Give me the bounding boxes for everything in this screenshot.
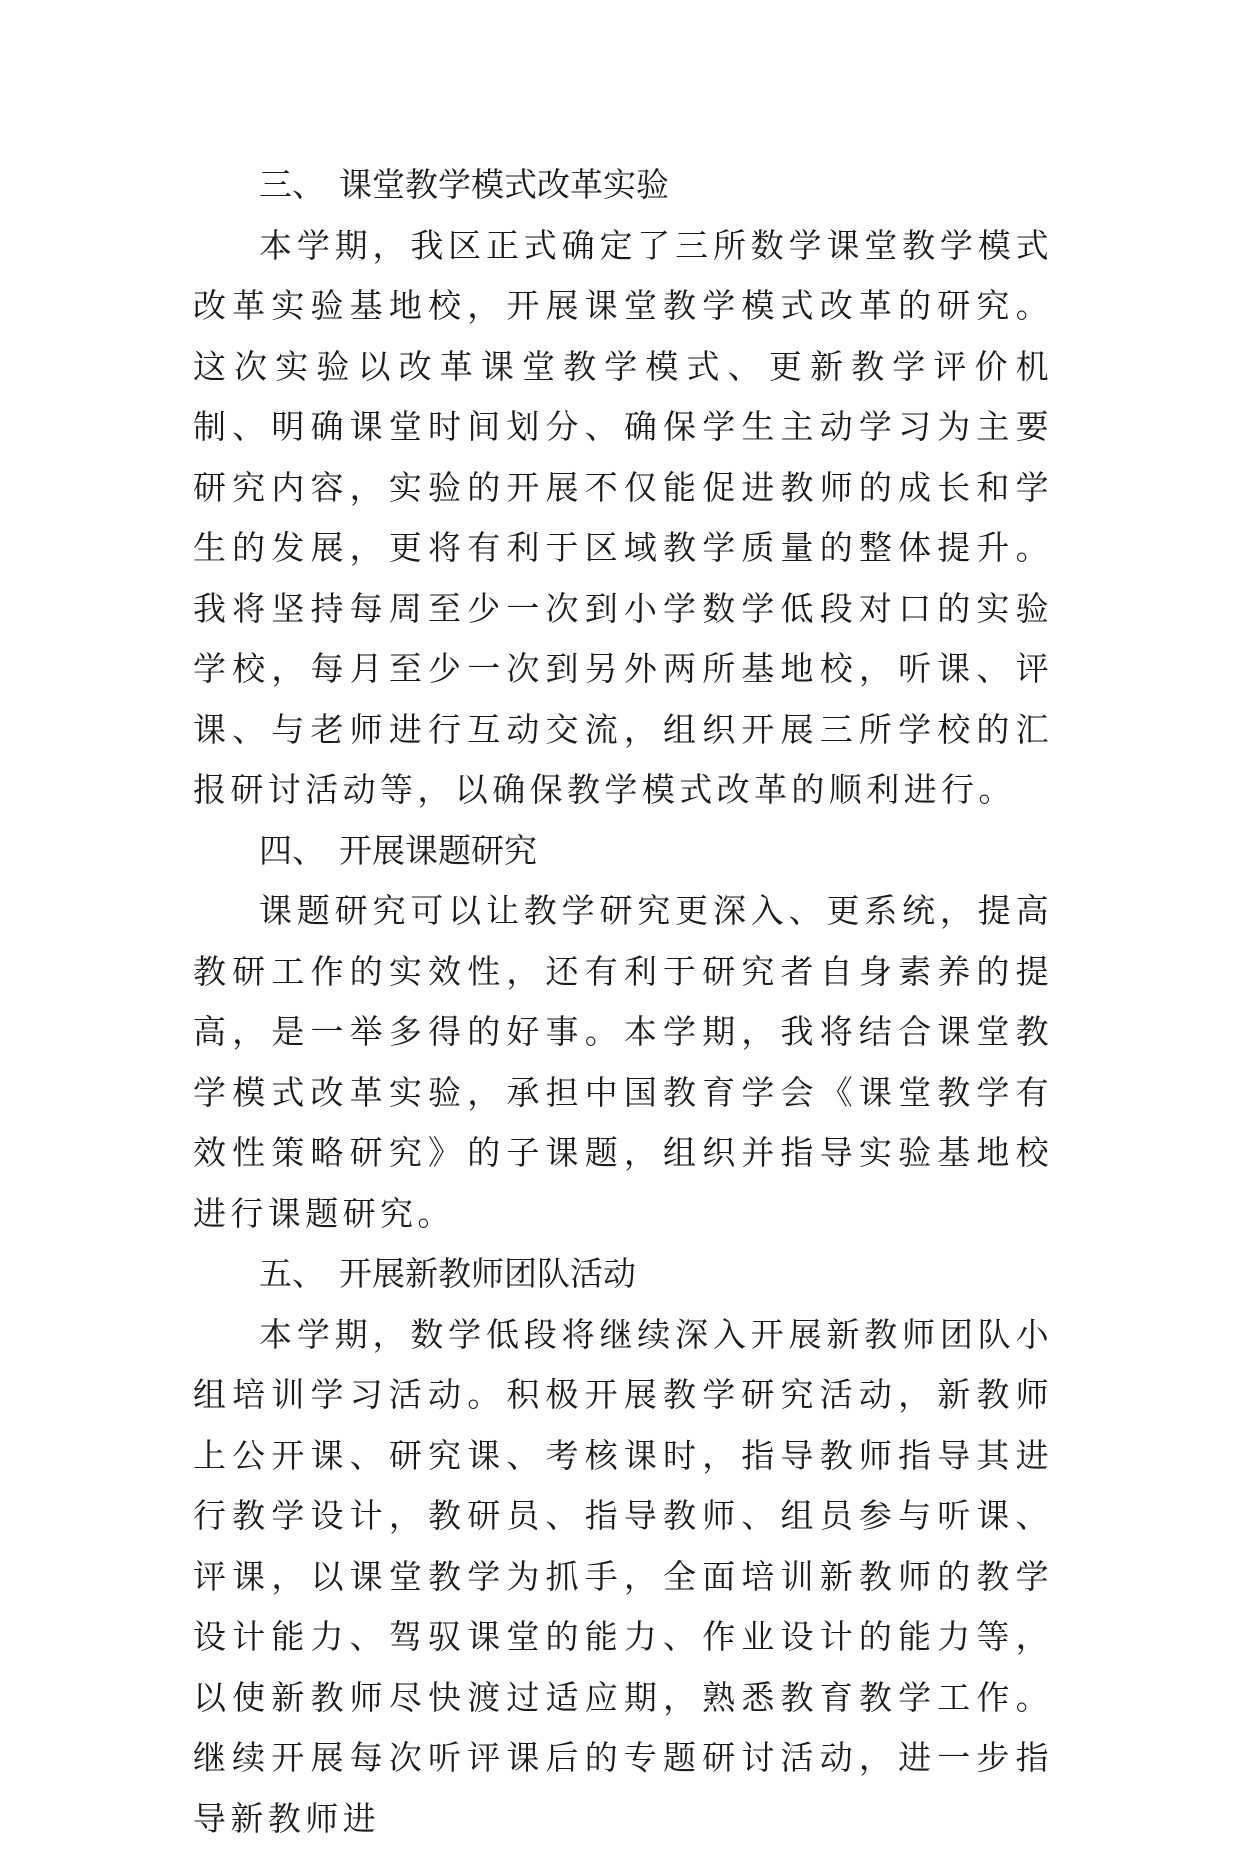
section-heading-4 xyxy=(193,821,1053,882)
section-paragraph: 本学期，我区正式确定了三所数学课堂教学模式改革实验基地校，开展课堂教学模式改革的研究。这次实验以改革课堂教学模式、更新教学评价机制、明确课堂时间划分、确保学生主动学习为主要研究内容，实验的开展不仅能促进教师的成长和学生的发展，更将有利于区域教学质量的整体提升。我将坚持每周至少一次到小学数学低段对口的实验学校，每月至少一次到另外两所基地校，听课、评课、与老师进行互动交流，组织开展三所学校的汇报研讨活动等，以确保教学模式改革的顺利进行。 xyxy=(193,216,1053,821)
section-paragraph: 本学期，数学低段将继续深入开展新教师团队小组培训学习活动。积极开展教学研究活动，新教师上公开课、研究课、考核课时，指导教师指导其进行教学设计，教研员、指导教师、组员参与听课、评课，以课堂教学为抓手，全面培训新教师的教学设计能力、驾驭课堂的能力、作业设计的能力等，以使新教师尽快渡过适应期，熟悉教育教学工作。继续开展每次听评课后的专题研讨活动，进一步指导新教师进 xyxy=(193,1305,1053,1849)
section-number: 四、 xyxy=(259,821,339,882)
section-number: 三、 xyxy=(259,155,339,216)
section-heading-3 xyxy=(193,155,1053,216)
document-body xyxy=(193,155,1053,1849)
section-paragraph: 课题研究可以让教学研究更深入、更系统，提高教研工作的实效性，还有利于研究者自身素养的提高，是一举多得的好事。本学期，我将结合课堂教学模式改革实验，承担中国教育学会《课堂教学有效性策略研究》的子课题，组织并指导实验基地校进行课题研究。 xyxy=(193,881,1053,1244)
section-title: 开展课题研究 xyxy=(339,831,537,870)
section-title: 开展新教师团队活动 xyxy=(339,1254,636,1293)
section-number: 五、 xyxy=(259,1244,339,1305)
section-heading-5 xyxy=(193,1244,1053,1305)
section-title: 课堂教学模式改革实验 xyxy=(339,165,669,204)
